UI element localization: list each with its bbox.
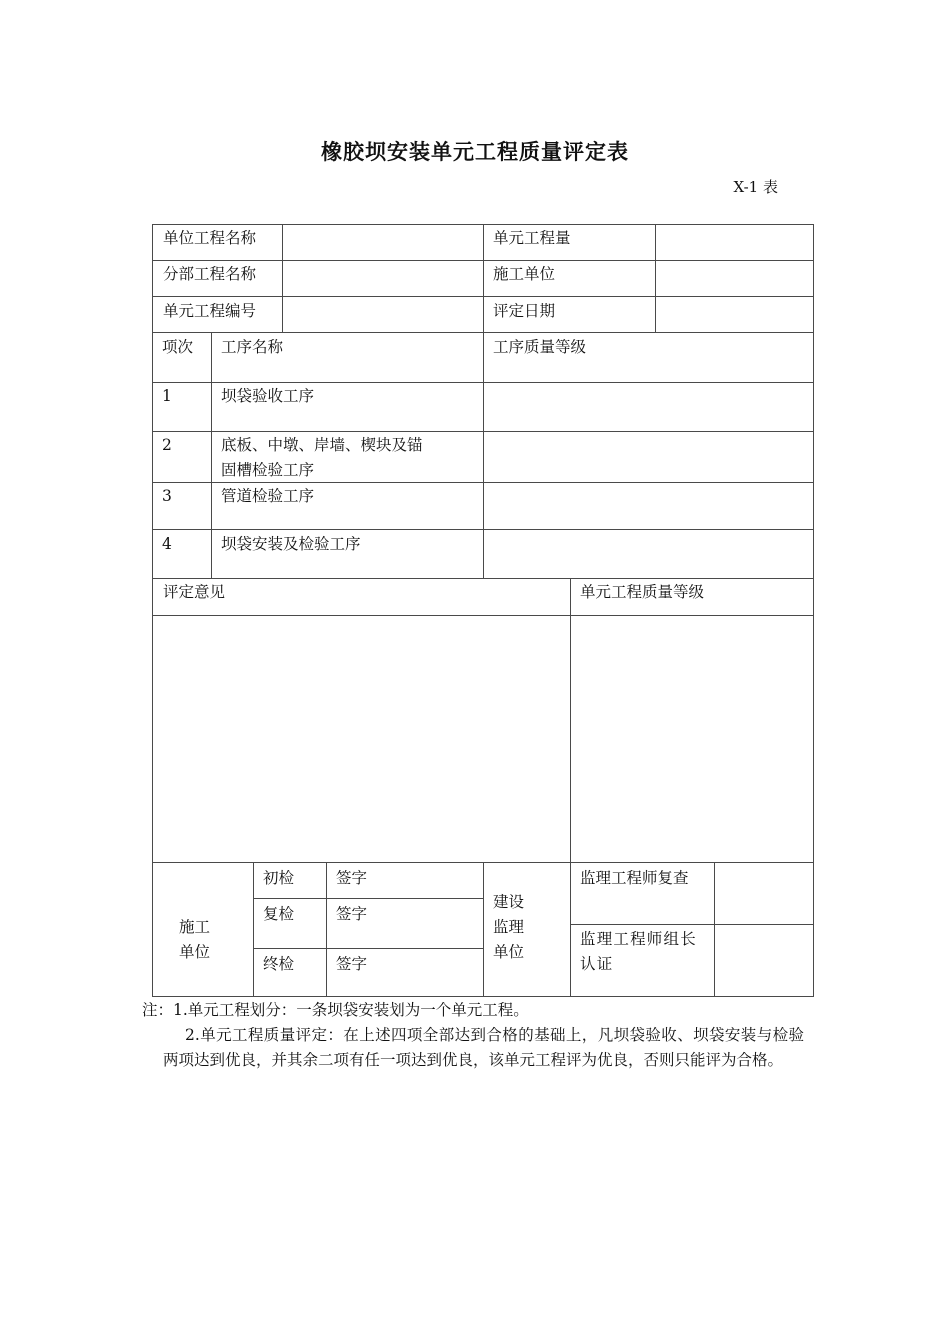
chief-supervisor-approval-signature[interactable] <box>722 927 804 987</box>
table-rule <box>152 578 814 579</box>
process-row-index: 3 <box>162 487 172 505</box>
unit-quality-grade-area[interactable] <box>578 622 804 852</box>
unit-project-name-label: 单位工程名称 <box>163 229 257 247</box>
division-project-name-value[interactable] <box>292 262 477 287</box>
table-rule <box>714 862 715 996</box>
table-rule <box>152 615 814 616</box>
document-title: 橡胶坝安装单元工程质量评定表 <box>321 139 629 164</box>
table-rule <box>570 578 571 996</box>
table-rule <box>813 224 814 997</box>
evaluation-opinion-label: 评定意见 <box>163 583 226 601</box>
evaluation-opinion-area[interactable] <box>160 622 560 852</box>
unit-quantity-label: 单元工程量 <box>493 229 571 247</box>
col-header-index: 项次 <box>162 338 194 356</box>
process-row-grade[interactable] <box>493 433 803 458</box>
form-code: X-1 表 <box>733 178 778 196</box>
division-project-name-label: 分部工程名称 <box>163 265 257 283</box>
process-row-index: 2 <box>162 436 172 454</box>
recheck-signature[interactable]: 签字 <box>336 905 368 923</box>
chief-supervisor-approval-label: 监理工程师组长认证 <box>580 930 697 973</box>
process-row-grade[interactable] <box>493 532 803 557</box>
process-row-name: 底板、中墩、岸墙、楔块及锚固槽检验工序 <box>221 436 423 479</box>
table-rule <box>253 862 254 996</box>
table-rule <box>152 996 814 997</box>
supervision-unit-label: 建设监理单位 <box>493 893 525 961</box>
note-2: 2.单元工程质量评定：在上述四项全部达到合格的基础上，凡坝袋验收、坝袋安装与检验两项达到优良，并其余二项有任一项达到优良，该单元工程评为优良，否则只能评为合格。 <box>162 1026 804 1069</box>
table-rule <box>655 224 656 332</box>
unit-project-name-value[interactable] <box>292 226 477 251</box>
supervisor-review-signature[interactable] <box>722 866 804 916</box>
construction-unit-label: 施工单位 <box>179 918 211 961</box>
unit-quality-grade-label: 单元工程质量等级 <box>580 583 705 601</box>
notes <box>142 998 804 1073</box>
final-check-label: 终检 <box>263 955 295 973</box>
evaluation-date-label: 评定日期 <box>493 302 556 320</box>
table-rule <box>211 332 212 578</box>
note-1: 注：1.单元工程划分：一条坝袋安装划为一个单元工程。 <box>142 1001 529 1019</box>
table-rule <box>253 898 484 899</box>
table-rule <box>152 224 153 997</box>
table-rule <box>282 224 283 332</box>
process-row-index: 1 <box>162 387 172 405</box>
unit-project-number-label: 单元工程编号 <box>163 302 257 320</box>
process-row-grade[interactable] <box>493 484 803 509</box>
col-header-process-name: 工序名称 <box>221 338 284 356</box>
unit-quantity-value[interactable] <box>664 226 804 251</box>
table-rule <box>326 862 327 996</box>
table-rule <box>483 862 484 996</box>
recheck-label: 复检 <box>263 905 295 923</box>
final-check-signature[interactable]: 签字 <box>336 955 368 973</box>
process-row-name: 坝袋安装及检验工序 <box>221 535 361 553</box>
table-rule <box>253 948 484 949</box>
construction-company-label: 施工单位 <box>493 265 556 283</box>
process-row-name: 管道检验工序 <box>221 487 315 505</box>
col-header-process-grade: 工序质量等级 <box>493 338 587 356</box>
evaluation-date-value[interactable] <box>664 299 804 324</box>
unit-project-number-value[interactable] <box>292 299 477 324</box>
construction-company-value[interactable] <box>664 262 804 287</box>
process-row-name: 坝袋验收工序 <box>221 387 315 405</box>
process-row-index: 4 <box>162 535 172 553</box>
table-rule <box>570 924 814 925</box>
initial-check-label: 初检 <box>263 869 295 887</box>
table-rule <box>483 224 484 578</box>
initial-check-signature[interactable]: 签字 <box>336 869 368 887</box>
process-row-grade[interactable] <box>493 384 803 409</box>
supervisor-review-label: 监理工程师复查 <box>580 869 689 887</box>
